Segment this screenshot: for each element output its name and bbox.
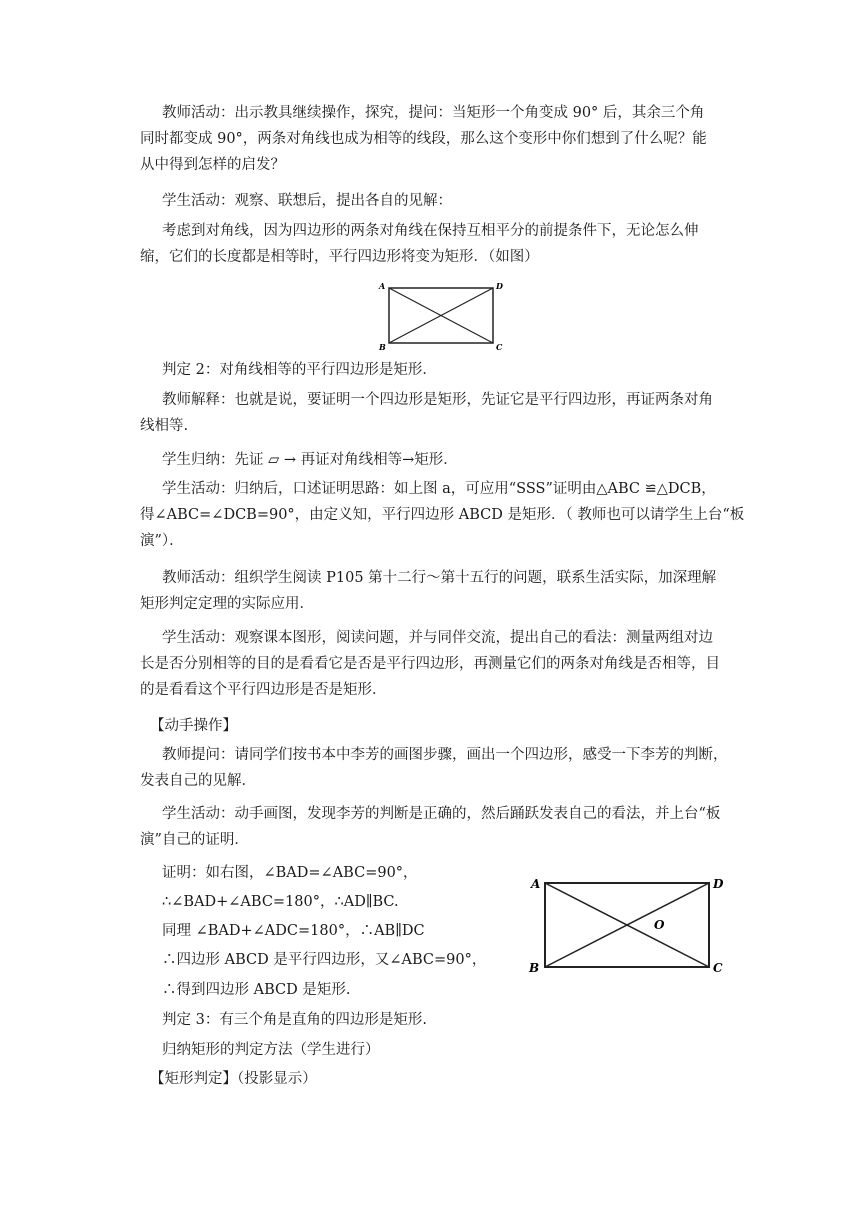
section-heading-hands-on [150,713,750,739]
line: 发表自己的见解． [140,773,256,789]
para-consider-diagonals [140,218,762,270]
line: 学生活动：动手画图，发现李芳的判断是正确的，然后踊跃发表自己的看法，并上台“板 [162,806,721,822]
line: 学生归纳：先证 ▱ → 再证对角线相等→矩形． [162,452,458,468]
para-theorem-2 [140,357,762,383]
para-student-activity-2 [140,476,762,554]
para-theorem-3 [140,1007,762,1033]
line: 证明：如右图，∠BAD=∠ABC=90°， [162,865,418,881]
line: 从中得到怎样的启发？ [140,157,285,173]
para-teacher-question [140,742,762,794]
line: 学生活动：观察、联想后，提出各自的见解： [162,193,452,209]
label-c: C [713,961,723,975]
line: ∴得到四边形 ABCD 是矩形. [162,982,351,998]
rectangle-figure-2 [523,872,733,976]
line: 演”）． [140,533,184,549]
line: 判定 3：有三个角是直角的四边形是矩形. [162,1012,427,1028]
line: 矩形判定定理的实际应用． [140,596,314,612]
line: 长是否分别相等的目的是看看它是否是平行四边形，再测量它们的两条对角线是否相等，目 [140,656,720,672]
label-o: O [654,918,665,932]
para-teacher-activity-1 [140,100,762,178]
line: 判定 2：对角线相等的平行四边形是矩形． [162,362,437,378]
line: 同理 ∠BAD+∠ADC=180°，∴AB∥DC [162,923,425,939]
label-a: A [531,877,541,891]
label-c: C [496,342,503,352]
para-teacher-explain [140,387,762,439]
line: 教师解释：也就是说，要证明一个四边形是矩形，先证它是平行四边形，再证两条对角 [162,392,713,408]
line: 线相等. [140,418,189,434]
para-student-summary [140,447,762,473]
proof-line-5 [140,977,762,1003]
para-summarize-methods [140,1037,762,1063]
section-heading-rectangle-criteria [150,1066,750,1092]
line: 教师活动：组织学生阅读 P105 第十二行～第十五行的问题，联系生活实际，加深理解 [162,570,717,586]
line: 归纳矩形的判定方法（学生进行） [162,1042,380,1058]
para-teacher-activity-2 [140,565,762,617]
rectangle-figure-1 [375,280,505,352]
line: 同时都变成 90°，两条对角线也成为相等的线段，那么这个变形中你们想到了什么呢？能 [140,131,707,147]
line: 演”自己的证明． [140,832,249,848]
line: 教师活动：出示教具继续操作，探究，提问：当矩形一个角变成 90° 后，其余三个角 [162,105,705,121]
line: 学生活动：观察课本图形，阅读问题，并与同伴交流，提出自己的看法：测量两组对边 [162,630,713,646]
line: 学生活动：归纳后，口述证明思路：如上图 a，可应用“SSS”证明由△ABC ≌△DCB， [162,481,716,497]
line: ∴∠BAD+∠ABC=180°，∴AD∥BC. [162,894,399,910]
para-student-activity-4 [140,801,762,853]
line: ∴四边形 ABCD 是平行四边形，又∠ABC=90°， [162,952,487,968]
line: 【动手操作】 [150,718,237,734]
line: 教师提问：请同学们按书本中李芳的画图步骤，画出一个四边形，感受一下李芳的判断， [162,747,728,763]
para-student-activity-3 [140,625,762,703]
para-student-activity-1 [140,188,762,214]
line: 【矩形判定】（投影显示） [150,1071,317,1087]
line: 考虑到对角线，因为四边形的两条对角线在保持互相平分的前提条件下，无论怎么伸 [162,223,699,239]
label-d: D [496,281,503,291]
label-d: D [713,877,724,891]
line: 得∠ABC=∠DCB=90°，由定义知，平行四边形 ABCD 是矩形．（ 教师也可以请学生上台“板 [140,507,745,523]
line: 缩，它们的长度都是相等时，平行四边形将变为矩形．（如图） [140,249,539,265]
label-b: B [379,342,386,352]
label-a: A [379,281,386,291]
label-b: B [529,961,540,975]
line: 的是看看这个平行四边形是否是矩形． [140,682,387,698]
